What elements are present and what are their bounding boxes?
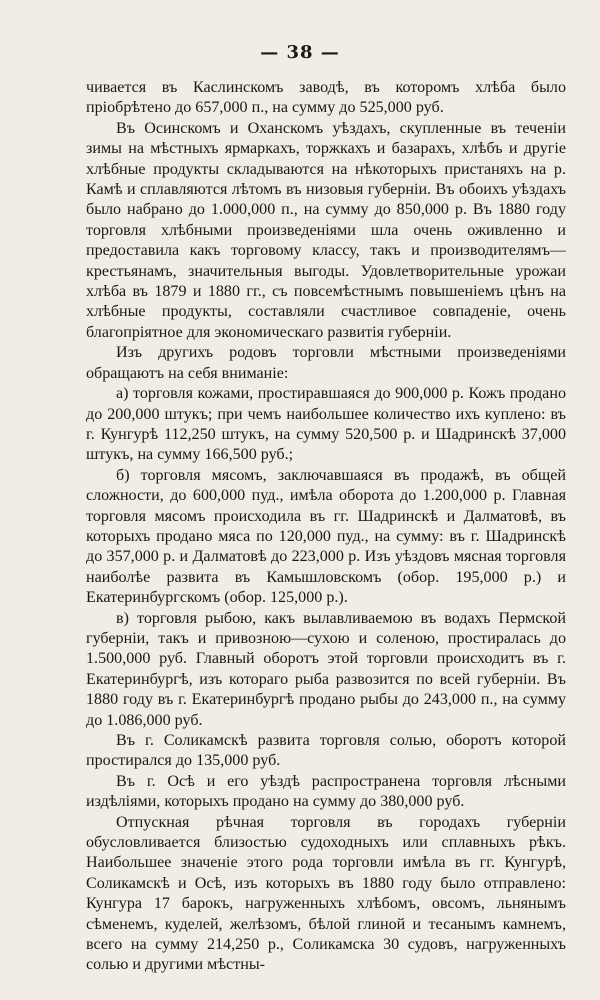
paragraph-river-trade: Отпускная рѣчная торговля въ городахъ губерніи обусловливается близостью судоходныхъ или сплавныхъ рѣкъ. Наибольшее значеніе этого рода торговли имѣла въ гг. Кунгурѣ, Соликамскѣ и Осѣ, изъ которыхъ въ 1880 году было отправлено: Кунгура 17 барокъ, нагруженныхъ хлѣбомъ, овсомъ, льнянымъ сѣменемъ, куделей, желѣзомъ, бѣлой глиной и тесанымъ камнемъ, всего на сумму 214,250 р., Соликамска 30 судовъ, нагруженныхъ солью и другими мѣстны- bbox=[86, 813, 566, 974]
paragraph-continuation: чивается въ Каслинскомъ заводѣ, въ которомъ хлѣба было пріобрѣтено до 657,000 п., на сумму до 525,000 руб. bbox=[86, 79, 566, 117]
body-text bbox=[86, 78, 566, 976]
paragraph-salt-trade: Въ г. Соликамскѣ развита торговля солью, оборотъ которой простирался до 135,000 руб. bbox=[86, 732, 566, 770]
paragraph-meat-trade: б) торговля мясомъ, заключавшаяся въ продажѣ, въ общей сложности, до 600,000 пуд., имѣла оборота до 1.200,000 р. Главная торговля мясомъ происходила въ гг. Шадринскѣ и Далматовѣ, въ которыхъ продано мяса по 120,000 пуд., на сумму: въ г. Шадринскѣ до 357,000 р. и Далматовѣ до 223,000 р. Изъ уѣздовъ мясная торговля наиболѣе развита въ Камышловскомъ (обор. 195,000 р.) и Екатеринбургскомъ (обор. 125,000 р.). bbox=[86, 466, 566, 607]
page-number: — 38 — bbox=[260, 42, 340, 63]
paragraph-osa-okhansk: Въ Осинскомъ и Оханскомъ уѣздахъ, скупленные въ теченіи зимы на мѣстныхъ ярмаркахъ, торжкахъ и базарахъ, хлѣбъ и другіе хлѣбные продукты складываются на нѣкоторыхъ пристаняхъ на р. Камѣ и сплавляются лѣтомъ въ низовыя губерніи. Въ обоихъ уѣздахъ было набрано до 1.000,000 п., на сумму до 850,000 р. Въ 1880 году торговля хлѣбными произведеніями шла очень оживленно и предоставила какъ торговому классу, такъ и производителямъ—крестьянамъ, значительныя выгоды. Удовлетворительные урожаи хлѣба въ 1879 и 1880 гг., съ повсемѣстнымъ повышеніемъ цѣнъ на хлѣбные продукты, составляли счастливое совпаденіе, очень благопріятное для экономическаго развитія губерніи. bbox=[86, 119, 566, 341]
paragraph-wood-trade: Въ г. Осѣ и его уѣздѣ распространена торговля лѣсными издѣліями, которыхъ продано на сумму до 380,000 руб. bbox=[86, 772, 566, 811]
paragraph-leather-trade: а) торговля кожами, простиравшаяся до 900,000 р. Кожъ продано до 200,000 штукъ; при чемъ наибольшее количество ихъ куплено: въ г. Кунгурѣ 112,250 штукъ, на сумму 520,500 р. и Шадринскѣ 37,000 штукъ, на сумму 166,500 руб.; bbox=[86, 385, 566, 464]
paragraph-other-trade-intro: Изъ другихъ родовъ торговли мѣстными произведеніями обращаютъ на себя вниманіе: bbox=[86, 344, 566, 382]
paragraph-fish-trade: в) торговля рыбою, какъ вылавливаемою въ водахъ Пермской губерніи, такъ и привозною—сухою и соленою, простиралась до 1.500,000 руб. Главный оборотъ этой торговли происходитъ въ г. Екатеринбургѣ, изъ котораго рыба развозится по всей губерніи. Въ 1880 году въ г. Екатеринбургѣ продано рыбы до 243,000 п., на сумму до 1.086,000 руб. bbox=[86, 609, 566, 729]
